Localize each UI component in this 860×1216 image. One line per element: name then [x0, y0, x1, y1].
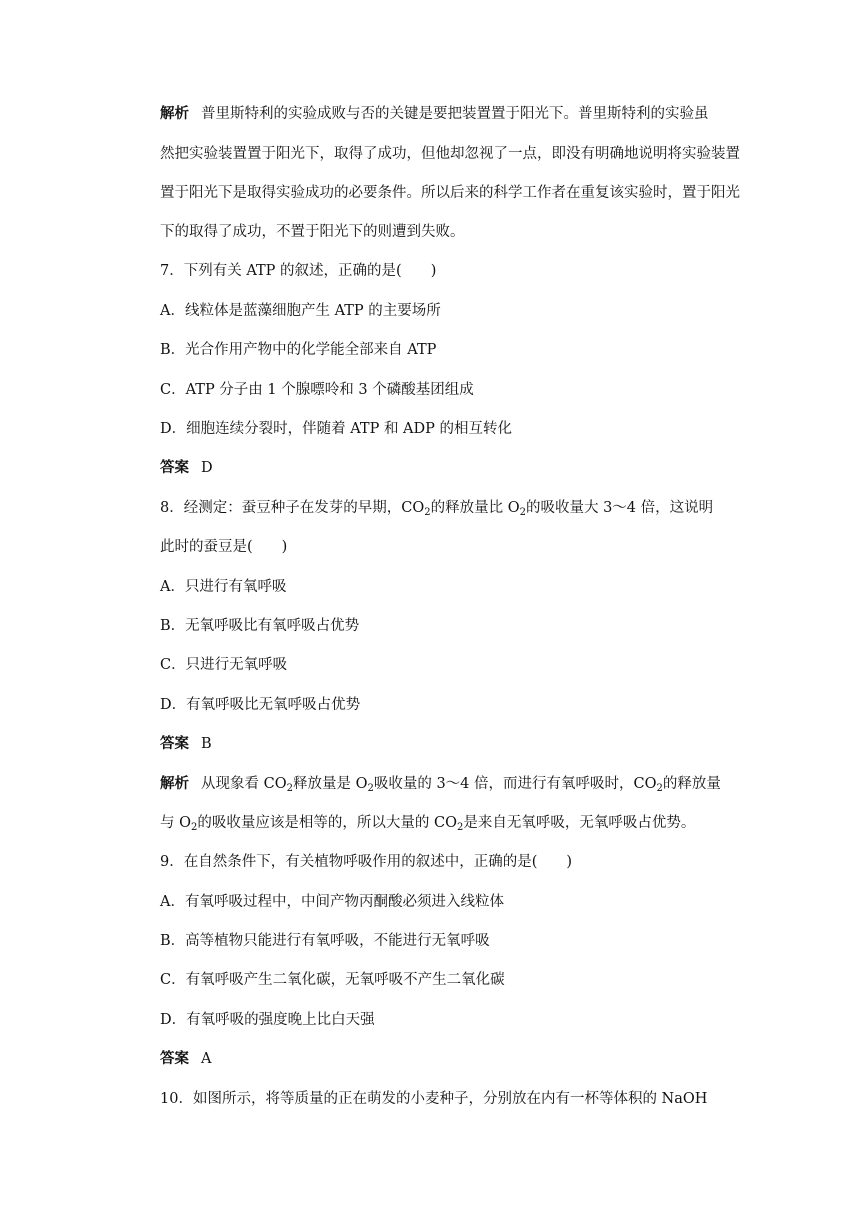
explanation-line: 置于阳光下是取得实验成功的必要条件。所以后来的科学工作者在重复该实验时，置于阳光	[160, 185, 740, 201]
subscript: 2	[656, 783, 663, 794]
answer-value: B	[201, 736, 212, 752]
answer-label: 答案	[160, 460, 189, 476]
subscript: 2	[424, 507, 431, 518]
question-8-explanation-line	[160, 774, 721, 794]
explanation-text: 从现象看 CO	[201, 776, 287, 792]
explanation-line: 然把实验装置置于阳光下，取得了成功，但他却忽视了一点，即没有明确地说明将实验装置	[160, 146, 740, 162]
subscript: 2	[191, 822, 198, 833]
answer-value: A	[201, 1051, 212, 1067]
explanation-line: 下的取得了成功，不置于阳光下的则遭到失败。	[160, 224, 465, 240]
stem-text: 的释放量比 O	[430, 500, 520, 516]
explanation-text: 是来自无氧呼吸，无氧呼吸占优势。	[463, 815, 696, 831]
subscript: 2	[367, 783, 374, 794]
question-8-option-a: A．只进行有氧呼吸	[160, 579, 287, 595]
question-8-stem-line: 此时的蚕豆是( )	[160, 539, 288, 555]
question-8-option-d: D．有氧呼吸比无氧呼吸占优势	[160, 697, 361, 713]
explanation-text: 吸收量的 3～4 倍，而进行有氧呼吸时，CO	[373, 776, 657, 792]
subscript: 2	[519, 507, 526, 518]
question-7-option-c: C．ATP 分子由 1 个腺嘌呤和 3 个磷酸基团组成	[160, 382, 474, 398]
question-9-option-a: A．有氧呼吸过程中，中间产物丙酮酸必须进入线粒体	[160, 894, 504, 910]
answer-value: D	[201, 460, 213, 476]
explanation-line	[160, 104, 709, 124]
question-10-stem: 10．如图所示，将等质量的正在萌发的小麦种子，分别放在内有一杯等体积的 NaOH	[160, 1091, 708, 1107]
answer-label: 答案	[160, 736, 189, 752]
question-7-option-b: B．光合作用产物中的化学能全部来自 ATP	[160, 342, 437, 358]
explanation-text: 释放量是 O	[292, 776, 368, 792]
explanation-text: 与 O	[160, 815, 191, 831]
question-9-answer	[160, 1049, 211, 1069]
question-8-option-c: C．只进行无氧呼吸	[160, 657, 288, 673]
subscript: 2	[286, 783, 293, 794]
explanation-text: 普里斯特利的实验成败与否的关键是要把装置置于阳光下。普里斯特利的实验虽	[201, 106, 709, 122]
question-9-stem: 9．在自然条件下，有关植物呼吸作用的叙述中，正确的是( )	[160, 854, 573, 870]
question-8-explanation-line	[160, 813, 695, 833]
explanation-text: 的释放量	[662, 776, 721, 792]
question-8-option-b: B．无氧呼吸比有氧呼吸占优势	[160, 618, 360, 634]
explanation-label: 解析	[160, 106, 189, 122]
question-8-answer	[160, 734, 212, 754]
answer-label: 答案	[160, 1051, 189, 1067]
subscript: 2	[456, 822, 464, 833]
question-7-answer	[160, 458, 213, 478]
stem-text: 8．经测定：蚕豆种子在发芽的早期，CO	[160, 500, 425, 516]
question-9-option-c: C．有氧呼吸产生二氧化碳，无氧呼吸不产生二氧化碳	[160, 972, 505, 988]
question-7-stem: 7．下列有关 ATP 的叙述，正确的是( )	[160, 263, 437, 279]
question-7-option-d: D．细胞连续分裂时，伴随着 ATP 和 ADP 的相互转化	[160, 421, 513, 437]
question-7-option-a: A．线粒体是蓝藻细胞产生 ATP 的主要场所	[160, 303, 441, 319]
question-9-option-b: B．高等植物只能进行有氧呼吸，不能进行无氧呼吸	[160, 933, 490, 949]
question-8-stem-line	[160, 498, 713, 518]
question-9-option-d: D．有氧呼吸的强度晚上比白天强	[160, 1012, 375, 1028]
explanation-text: 的吸收量应该是相等的，所以大量的 CO	[197, 815, 457, 831]
stem-text: 的吸收量大 3～4 倍，这说明	[525, 500, 714, 516]
explanation-label: 解析	[160, 776, 189, 792]
